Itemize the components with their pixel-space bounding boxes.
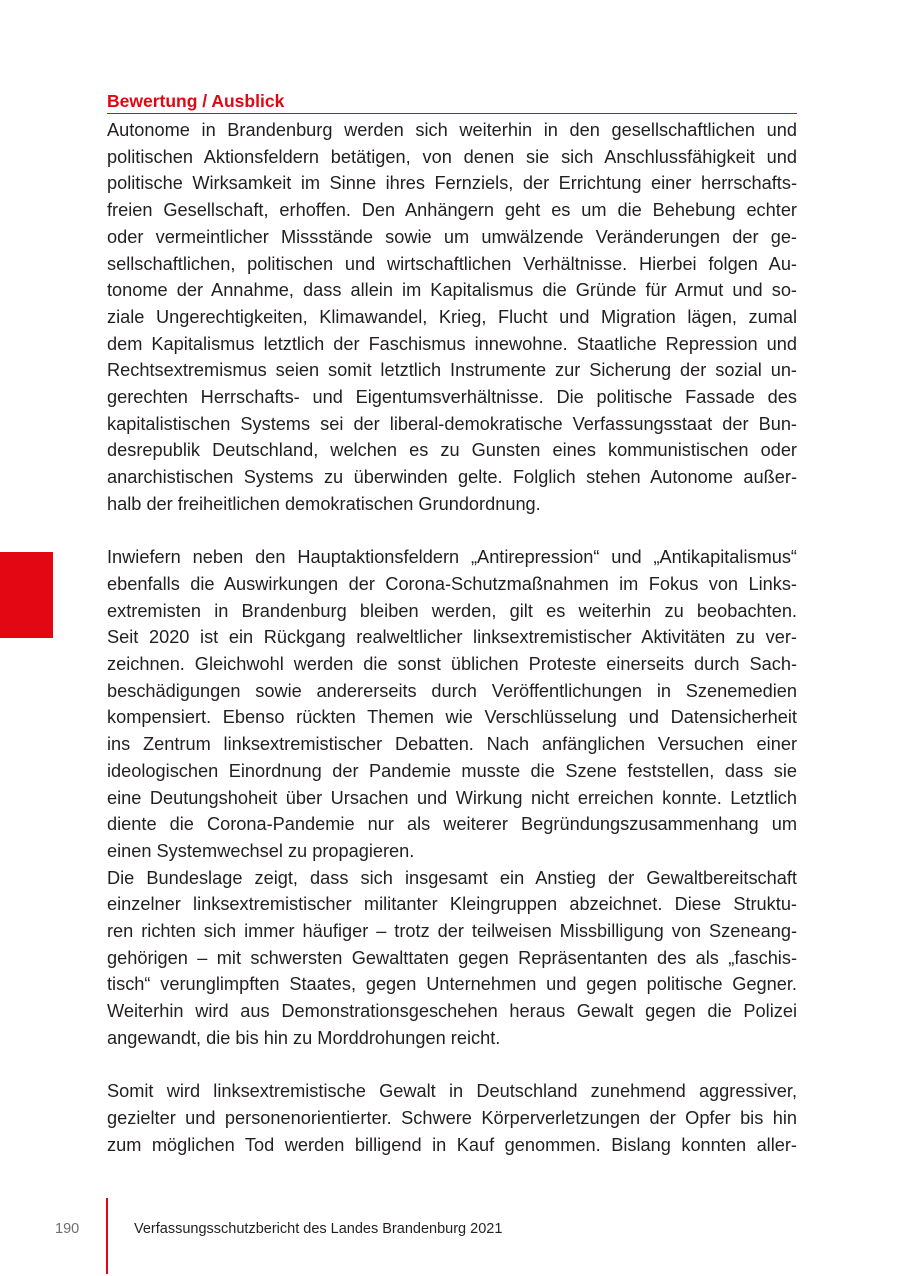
text-line: ebenfalls die Auswirkungen der Corona-Schutzmaßnahmen im Fokus von Links- — [107, 573, 797, 594]
text-line: oder vermeintlicher Missstände sowie um umwälzende Veränderungen der ge- — [107, 226, 797, 247]
text-line: desrepublik Deutschland, welchen es zu Gunsten eines kommunistischen oder — [107, 440, 797, 461]
text-line: zeichnen. Gleichwohl werden die sonst üblichen Proteste einerseits durch Sach- — [107, 654, 797, 675]
text-line: extremisten in Brandenburg bleiben werden, gilt es weiterhin zu beobachten. — [107, 600, 797, 621]
text-line: anarchistischen Systems zu überwinden gelte. Folglich stehen Autonome außer- — [107, 467, 797, 488]
text-line: ins Zentrum linksextremistischer Debatten. Nach anfänglichen Versuchen einer — [107, 734, 797, 755]
text-line: einen Systemwechsel zu propagieren. — [107, 840, 415, 861]
section-heading: Bewertung / Ausblick — [107, 90, 797, 114]
chapter-marker-tab — [0, 552, 53, 638]
text-line: politischen Aktionsfeldern betätigen, von denen sie sich Anschlussfähigkeit und — [107, 146, 797, 167]
text-line: ideologischen Einordnung der Pandemie musste die Szene feststellen, dass sie — [107, 760, 797, 781]
paragraph-assessment — [107, 117, 797, 518]
text-line: ren richten sich immer häufiger – trotz der teilweisen Missbilligung von Szeneang- — [107, 921, 797, 942]
text-line: diente die Corona-Pandemie nur als weiterer Begründungszusammenhang um — [107, 814, 797, 835]
paragraph-gap — [107, 518, 797, 545]
paragraph-federal-situation — [107, 865, 797, 1052]
footer-title: Verfassungsschutzbericht des Landes Brandenburg 2021 — [134, 1221, 503, 1237]
text-line: halb der freiheitlichen demokratischen Grundordnung. — [107, 493, 541, 514]
text-line: Somit wird linksextremistische Gewalt in Deutschland zunehmend aggressiver, — [107, 1081, 797, 1102]
text-line: angewandt, die bis hin zu Morddrohungen reicht. — [107, 1027, 501, 1048]
page-number: 190 — [55, 1221, 80, 1237]
text-line: Die Bundeslage zeigt, dass sich insgesamt ein Anstieg der Gewaltbereitschaft — [107, 867, 797, 888]
text-line: politische Wirksamkeit im Sinne ihres Fernziels, der Errichtung einer herrschafts- — [107, 173, 797, 194]
text-line: eine Deutungshoheit über Ursachen und Wirkung nicht erreichen konnte. Letztlich — [107, 787, 797, 808]
text-line: sellschaftlichen, politischen und wirtschaftlichen Verhältnisse. Hierbei folgen Au- — [107, 253, 797, 274]
text-line: Autonome in Brandenburg werden sich weiterhin in den gesellschaftlichen und — [107, 120, 797, 140]
text-line: gerechten Herrschafts- und Eigentumsverhältnisse. Die politische Fassade des — [107, 387, 797, 408]
text-line: Inwiefern neben den Hauptaktionsfeldern „Antirepression“ und „Antikapitalismus“ — [107, 547, 797, 568]
text-line: freien Gesellschaft, erhoffen. Den Anhängern geht es um die Behebung echter — [107, 200, 797, 221]
text-line: tisch“ verunglimpften Staates, gegen Unternehmen und gegen politische Gegner. — [107, 974, 797, 995]
paragraph-violence — [107, 1078, 797, 1158]
text-line: tonome der Annahme, dass allein im Kapitalismus die Gründe für Armut und so- — [107, 280, 797, 301]
body-text — [107, 117, 797, 1158]
text-line: dem Kapitalismus letztlich der Faschismus innewohne. Staatliche Repression und — [107, 333, 797, 354]
footer-divider — [106, 1198, 108, 1274]
text-line: zum möglichen Tod werden billigend in Kauf genommen. Bislang konnten aller- — [107, 1134, 797, 1155]
text-line: kompensiert. Ebenso rückten Themen wie Verschlüsselung und Datensicherheit — [107, 707, 797, 728]
text-line: ziale Ungerechtigkeiten, Klimawandel, Krieg, Flucht und Migration lägen, zumal — [107, 306, 797, 327]
paragraph-gap — [107, 1052, 797, 1079]
text-line: gehörigen – mit schwersten Gewalttaten gegen Repräsentanten des als „faschis- — [107, 947, 797, 968]
text-line: Seit 2020 ist ein Rückgang realweltlicher linksextremistischer Aktivitäten zu ver- — [107, 627, 797, 648]
text-line: gezielter und personenorientierter. Schwere Körperverletzungen der Opfer bis hin — [107, 1107, 797, 1128]
text-line: beschädigungen sowie andererseits durch Veröffentlichungen in Szenemedien — [107, 680, 797, 701]
text-line: Rechtsextremismus seien somit letztlich Instrumente zur Sicherung der sozial un- — [107, 360, 797, 381]
text-line: einzelner linksextremistischer militanter Kleingruppen abzeichnet. Diese Struktu- — [107, 894, 797, 915]
paragraph-outlook — [107, 544, 797, 864]
text-line: kapitalistischen Systems sei der liberal-demokratische Verfassungsstaat der Bun- — [107, 413, 797, 434]
text-line: Weiterhin wird aus Demonstrationsgeschehen heraus Gewalt gegen die Polizei — [107, 1001, 797, 1022]
